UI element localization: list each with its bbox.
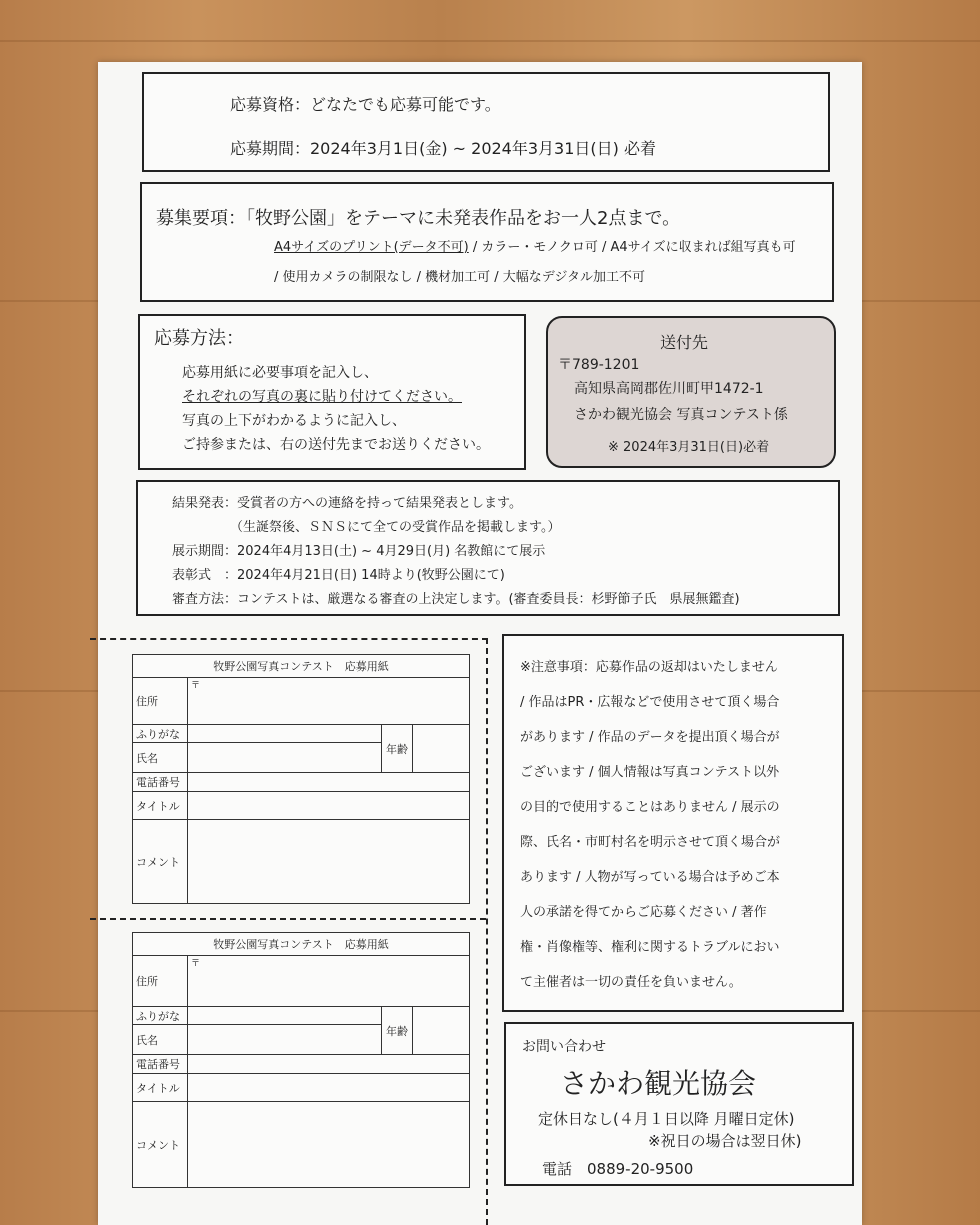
furigana-field[interactable] [188,725,382,742]
comment-label: コメント [133,1102,188,1188]
method-line: 写真の上下がわかるように記入し、 [182,413,406,429]
entry-form-title: 牧野公園写真コンテスト 応募用紙 [133,655,470,678]
contact-closed-days: 定休日なし(４月１日以降 月曜日定休) [538,1110,795,1128]
address-field[interactable] [188,678,470,725]
name-field[interactable] [188,742,382,773]
zip-mark: 〒 [191,959,201,970]
method-line: ご持参または、右の送付先までお送りください。 [182,437,490,453]
entry-form [132,932,470,1188]
requirements-heading: 募集要項：「牧野公園」をテーマに未発表作品をお一人2点まで。 [156,208,681,229]
requirements-line-1 [274,236,796,255]
contact-phone: 電話 0889-20-9500 [542,1160,694,1178]
destination-org: さかわ観光協会 写真コンテスト係 [574,407,788,423]
phone-field[interactable] [188,1055,470,1073]
name-field[interactable] [188,1024,382,1055]
notes-box [502,634,844,1012]
exhibition-period: 展示期間：2024年4月13日(土) ~ 4月29日(月) 名教館にて展示 [172,544,546,559]
contact-heading: お問い合わせ [522,1039,606,1055]
name-label: 氏名 [133,742,188,773]
age-field[interactable] [413,1007,470,1055]
contact-holiday-note: ※祝日の場合は翌日休) [648,1132,802,1150]
title-label: タイトル [133,1073,188,1102]
notes-line: の目的で使用することはありません / 展示の [520,800,780,815]
furigana-field[interactable] [188,1007,382,1024]
title-field[interactable] [188,1073,470,1102]
comment-field[interactable] [188,1102,470,1188]
phone-label: 電話番号 [133,1055,188,1073]
cut-line [486,638,488,1225]
destination-heading: 送付先 [660,333,709,352]
eligibility-text: 応募資格：どなたでも応募可能です。 [230,95,501,114]
address-label: 住所 [133,956,188,1007]
method-line: それぞれの写真の裏に貼り付けてください。 [182,389,462,405]
results-line: 結果発表：受賞者の方への連絡を持って結果発表とします。 [172,496,522,511]
requirements-line-2: / 使用カメラの制限なし / 機材加工可 / 大幅なデジタル加工不可 [274,270,646,285]
wood-grain [0,40,980,42]
destination-address: 高知県高岡郡佐川町甲1472-1 [574,381,764,397]
flyer-sheet [98,62,862,1225]
comment-field[interactable] [188,820,470,904]
contact-org: さかわ観光協会 [560,1067,757,1100]
name-label: 氏名 [133,1024,188,1055]
age-label: 年齢 [382,1007,413,1055]
notes-line: / 作品はPR・広報などで使用させて頂く場合 [520,695,780,710]
notes-line: があります / 作品のデータを提出頂く場合が [520,730,780,745]
method-line: 応募用紙に必要事項を記入し、 [182,365,378,381]
eligibility-box [142,72,830,172]
notes-line: あります / 人物が写っている場合は予めご本 [520,870,780,885]
destination-box [546,316,836,468]
cut-line [90,918,486,920]
judging-method: 審査方法：コンテストは、厳選なる審査の上決定します。(審査委員長：杉野節子氏 県展無鑑査) [172,592,740,607]
award-ceremony: 表彰式 ：2024年4月21日(日) 14時より(牧野公園にて) [172,568,505,583]
entry-form-title: 牧野公園写真コンテスト 応募用紙 [133,933,470,956]
destination-deadline: ※ 2024年3月31日(日)必着 [608,440,770,455]
furigana-label: ふりがな [133,1007,188,1024]
notes-line: 権・肖像権等、権利に関するトラブルにおい [520,940,780,955]
notes-line: 際、氏名・市町村名を明示させて頂く場合が [520,835,781,850]
notes-line: ございます / 個人情報は写真コンテスト以外 [520,765,780,780]
notes-line: ※注意事項：応募作品の返却はいたしません [520,660,778,675]
furigana-label: ふりがな [133,725,188,742]
notes-line: 人の承諾を得てからご応募ください / 著作 [520,905,767,920]
phone-field[interactable] [188,773,470,791]
zip-mark: 〒 [191,681,201,692]
address-label: 住所 [133,678,188,725]
phone-label: 電話番号 [133,773,188,791]
address-field[interactable] [188,956,470,1007]
entry-form [132,654,470,904]
age-label: 年齢 [382,725,413,773]
requirements-line-1-rest: / カラー・モノクロ可 / A4サイズに収まれば組写真も可 [468,240,796,255]
comment-label: コメント [133,820,188,904]
title-field[interactable] [188,791,470,820]
method-heading: 応募方法： [154,328,244,349]
postal-code: 〒789-1201 [558,357,640,373]
requirements-box [140,182,834,302]
application-period: 応募期間：2024年3月1日(金) ~ 2024年3月31日(日) 必着 [230,139,656,158]
cut-line [90,638,488,640]
method-box [138,314,526,470]
notes-line: て主催者は一切の責任を負いません。 [520,975,742,990]
results-box [136,480,840,616]
age-field[interactable] [413,725,470,773]
contact-box [504,1022,854,1186]
results-line: （生誕祭後、ＳＮＳにて全ての受賞作品を掲載します。） [230,520,561,535]
print-requirement: A4サイズのプリント(データ不可) [274,240,469,255]
title-label: タイトル [133,791,188,820]
